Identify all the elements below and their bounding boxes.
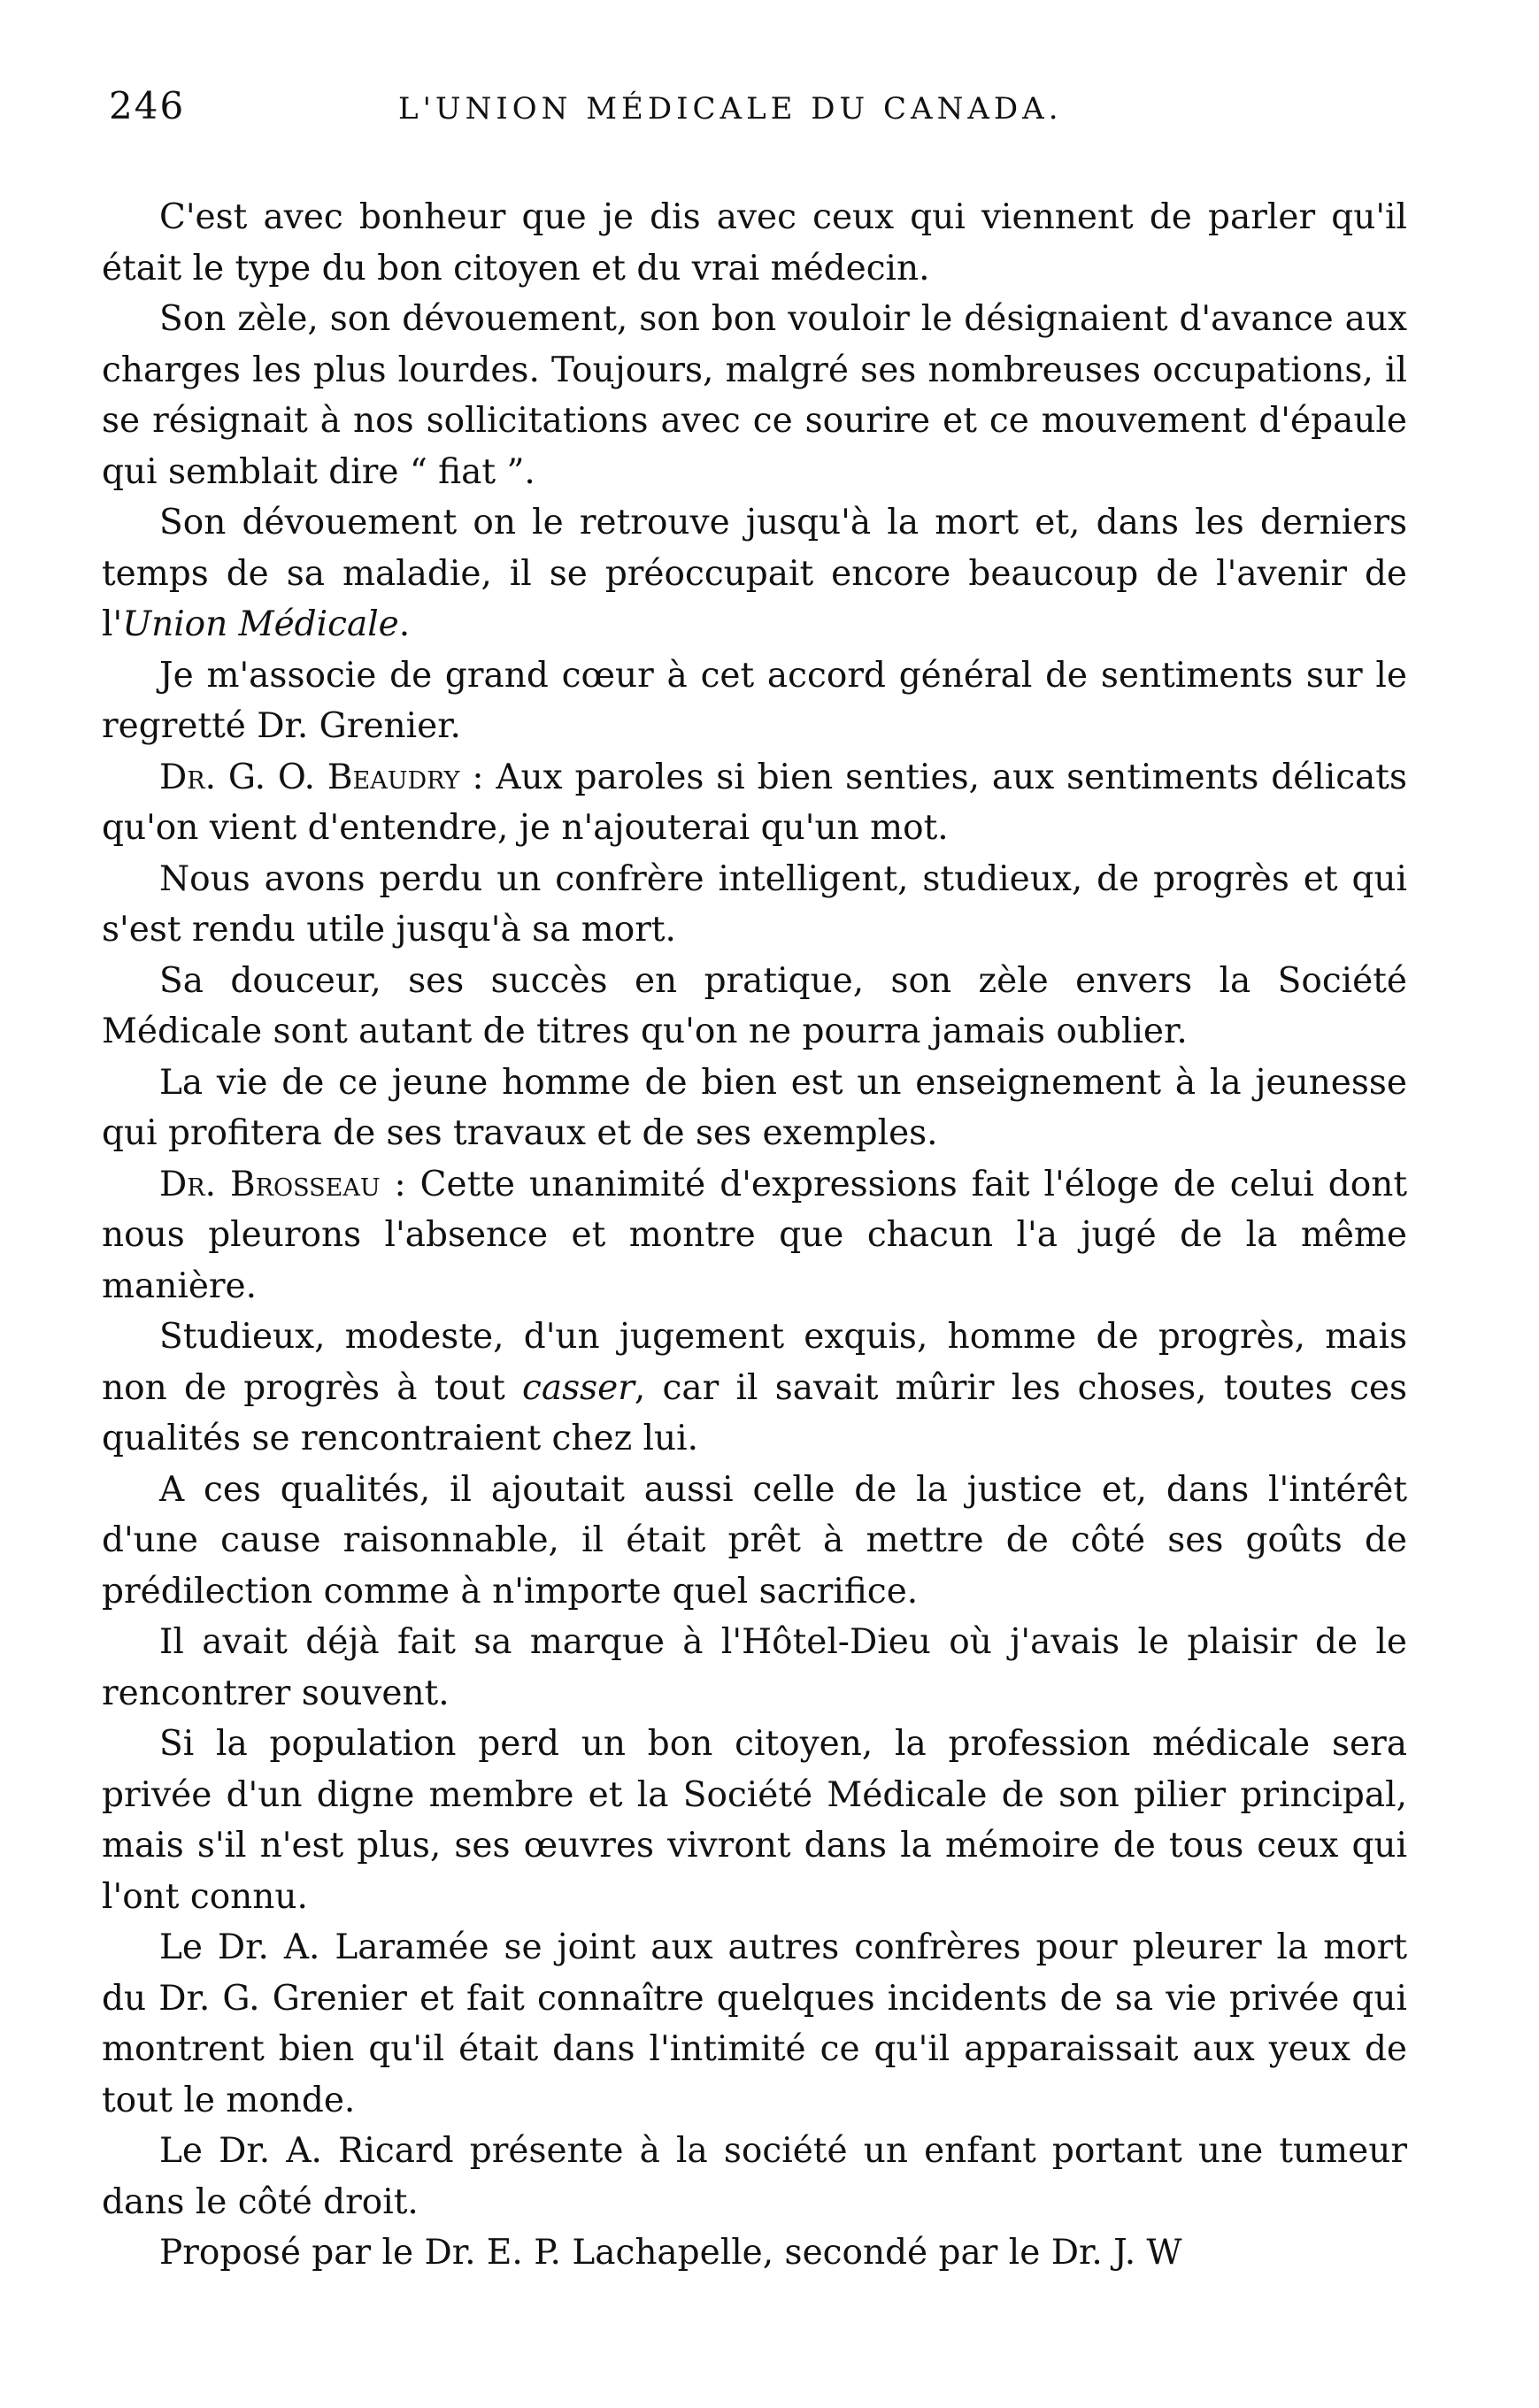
paragraph: Son dévouement on le retrouve jusqu'à la mort et, dans les derniers temps de sa maladie, il se préoccupait encore beaucoup de l'avenir de l'Union Médicale. — [102, 503, 1407, 644]
paragraph: Dr. G. O. Beaudry : Aux paroles si bien senties, aux sentiments délicats qu'on vient d'entendre, je n'ajouterai qu'un mot. — [102, 757, 1407, 848]
body-text — [102, 192, 1407, 2279]
italic-word: casser — [522, 1367, 635, 1408]
paragraph: Studieux, modeste, d'un jugement exquis, homme de progrès, mais non de progrès à tout casser, car il savait mûrir les choses, toutes ces qualités se rencontraient chez lui. — [102, 1317, 1408, 1458]
paragraph: A ces qualités, il ajoutait aussi celle de la justice et, dans l'intérêt d'une cause raisonnable, il était prêt à mettre de côté ses goûts de prédilection comme à n'importe quel sacrifice. — [102, 1469, 1407, 1612]
paragraph: Je m'associe de grand cœur à cet accord général de sentiments sur le regretté Dr. Grenier. — [102, 655, 1407, 746]
paragraph: La vie de ce jeune homme de bien est un enseignement à la jeunesse qui profitera de ses travaux et de ses exemples. — [102, 1062, 1407, 1153]
paragraph: Son zèle, son dévouement, son bon vouloir le désignaient d'avance aux charges les plus lourdes. Toujours, malgré ses nombreuses occupations, il se résignait à nos sollicitations avec ce sourire et ce mouvement d'épaule qui semblait dire “ fiat ”. — [102, 299, 1407, 492]
page-number: 246 — [109, 84, 186, 127]
paragraph: Le Dr. A. Laramée se joint aux autres confrères pour pleurer la mort du Dr. G. Grenier et fait connaître quelques incidents de sa vie privée qui montrent bien qu'il était dans l'intimité ce qu'il apparaissait aux yeux de tout le monde. — [102, 1927, 1407, 2120]
running-title: L'UNION MÉDICALE DU CANADA. — [398, 91, 1063, 127]
paragraph: Dr. Brosseau : Cette unanimité d'expressions fait l'éloge de celui dont nous pleurons l'absence et montre que chacun l'a jugé de la même manière. — [102, 1164, 1408, 1306]
paragraph: Si la population perd un bon citoyen, la profession médicale sera privée d'un digne membre et la Société Médicale de son pilier principal, mais s'il n'est plus, ses œuvres vivront dans la mémoire de tous ceux qui l'ont connu. — [102, 1724, 1407, 1917]
document-page — [102, 84, 1407, 2279]
paragraph: Nous avons perdu un confrère intelligent, studieux, de progrès et qui s'est rendu utile jusqu'à sa mort. — [102, 858, 1407, 950]
speaker-name: Dr. Brosseau — [159, 1164, 381, 1204]
speaker-name: Dr. G. O. Beaudry — [159, 757, 460, 797]
paragraph: C'est avec bonheur que je dis avec ceux qui viennent de parler qu'il était le type du bon citoyen et du vrai médecin. — [102, 197, 1407, 288]
paragraph: Le Dr. A. Ricard présente à la société un enfant portant une tumeur dans le côté droit. — [102, 2131, 1407, 2222]
italic-journal-name: Union Médicale — [122, 604, 399, 644]
paragraph: Il avait déjà fait sa marque à l'Hôtel-Dieu où j'avais le plaisir de le rencontrer souvent. — [102, 1622, 1407, 1713]
page-header — [102, 84, 1407, 146]
paragraph: Proposé par le Dr. E. P. Lachapelle, secondé par le Dr. J. W — [159, 2233, 1182, 2273]
paragraph: Sa douceur, ses succès en pratique, son zèle envers la Société Médicale sont autant de titres qu'on ne pourra jamais oublier. — [102, 960, 1407, 1051]
